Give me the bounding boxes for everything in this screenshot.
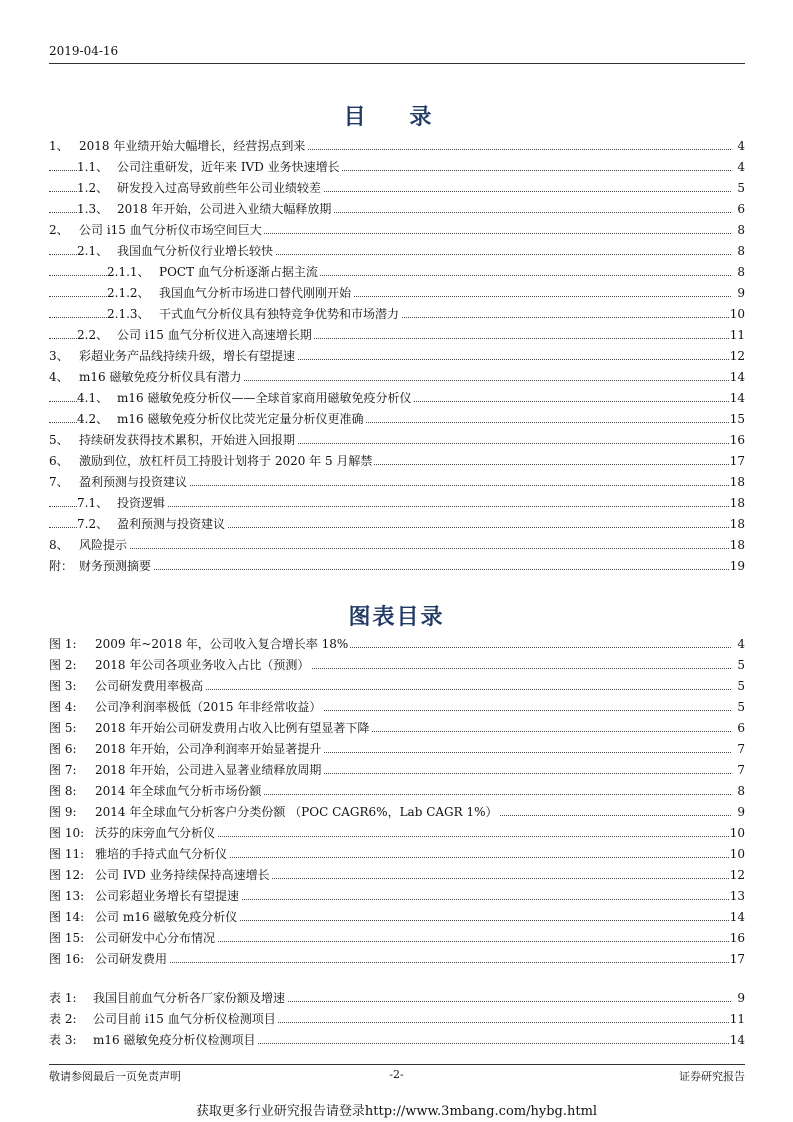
- toc-item-page: 6: [736, 199, 745, 220]
- figure-item[interactable]: [49, 928, 745, 949]
- toc-item[interactable]: [49, 535, 745, 556]
- toc-item-text: 公司 i15 血气分析仪进入高速增长期: [117, 328, 312, 342]
- footer-rule: [49, 1064, 745, 1065]
- toc-item-page: 12: [729, 346, 745, 367]
- toc-item-number: 4.1、: [77, 391, 109, 405]
- figures-list: [49, 634, 745, 970]
- figure-item[interactable]: [49, 949, 745, 970]
- toc-item-page: 4: [736, 136, 745, 157]
- toc-item-text: 彩超业务产品线持续升级，增长有望提速: [79, 349, 296, 363]
- toc-item[interactable]: [49, 262, 745, 283]
- toc-item-label: [49, 136, 307, 157]
- figure-item-label: [49, 907, 239, 928]
- figure-item-label: [49, 844, 229, 865]
- toc-item-number: 1.1、: [77, 160, 109, 174]
- figure-item-label: [49, 634, 350, 655]
- toc-item-page: 18: [729, 472, 745, 493]
- toc-item[interactable]: [49, 346, 745, 367]
- figure-item-text: 2018 年开始，公司进入显著业绩释放周期: [95, 763, 322, 777]
- toc-item-label: [49, 346, 297, 367]
- figure-item-label: [49, 928, 217, 949]
- figure-item-number: 图 16:: [49, 952, 85, 966]
- dot-leader: [49, 548, 731, 549]
- toc-item-number: 7.2、: [77, 517, 109, 531]
- toc-item-number: 2.1.3、: [107, 307, 150, 321]
- tables-list: [49, 988, 745, 1051]
- toc-item-label: [77, 178, 323, 199]
- table-item-page: 11: [729, 1009, 745, 1030]
- figure-item-text: 沃芬的床旁血气分析仪: [95, 826, 216, 840]
- figure-item-number: 图 4:: [49, 700, 77, 714]
- toc-item-page: 5: [736, 178, 745, 199]
- figure-item[interactable]: [49, 844, 745, 865]
- toc-item-number: 3、: [49, 349, 69, 363]
- figure-item-text: 公司研发费用: [95, 952, 168, 966]
- table-item-number: 表 2:: [49, 1012, 77, 1026]
- figure-item[interactable]: [49, 697, 745, 718]
- figure-item-number: 图 3:: [49, 679, 77, 693]
- toc-item-text: 盈利预测与投资建议: [79, 475, 188, 489]
- figure-item-text: 2014 年全球血气分析客户分类份额 （POC CAGR6%，Lab CAGR 1%）: [95, 805, 498, 819]
- header-rule: [49, 63, 745, 64]
- toc-item-text: 2018 年业绩开始大幅增长，经营拐点到来: [79, 139, 306, 153]
- figure-item-page: 4: [736, 634, 745, 655]
- toc-item[interactable]: [49, 304, 745, 325]
- figure-item-text: 公司净利润率极低（2015 年非经常收益）: [95, 700, 322, 714]
- figure-item-text: 2018 年开始，公司净利润率开始显著提升: [95, 742, 322, 756]
- figure-item[interactable]: [49, 634, 745, 655]
- figure-item-label: [49, 718, 371, 739]
- figure-item[interactable]: [49, 655, 745, 676]
- figure-item[interactable]: [49, 781, 745, 802]
- figure-item-text: 2014 年全球血气分析市场份额: [95, 784, 262, 798]
- figure-item-page: 7: [736, 739, 745, 760]
- toc-item-label: [107, 262, 320, 283]
- figure-item-page: 5: [736, 655, 745, 676]
- toc-item[interactable]: [49, 451, 745, 472]
- figure-item-number: 图 13:: [49, 889, 85, 903]
- figure-item-page: 6: [736, 718, 745, 739]
- toc-item-label: [49, 367, 243, 388]
- figure-item-label: [49, 697, 323, 718]
- figure-item-text: 雅培的手持式血气分析仪: [95, 847, 228, 861]
- toc-item-page: 18: [729, 493, 745, 514]
- figure-item[interactable]: [49, 802, 745, 823]
- figure-item-page: 17: [729, 949, 745, 970]
- toc-item[interactable]: [49, 220, 745, 241]
- toc-item-page: 8: [736, 241, 745, 262]
- toc-item[interactable]: [49, 493, 745, 514]
- figure-item-text: 公司研发费用率极高: [95, 679, 204, 693]
- toc-item-text: 盈利预测与投资建议: [117, 517, 226, 531]
- figure-item[interactable]: [49, 823, 745, 844]
- toc-item-label: [77, 241, 275, 262]
- figure-item[interactable]: [49, 739, 745, 760]
- figure-item-page: 14: [729, 907, 745, 928]
- figure-item[interactable]: [49, 676, 745, 697]
- toc-item-text: 公司 i15 血气分析仪市场空间巨大: [79, 223, 262, 237]
- figure-item-text: 公司彩超业务增长有望提速: [95, 889, 240, 903]
- toc-item-number: 8、: [49, 538, 69, 552]
- figure-item-label: [49, 949, 169, 970]
- toc-item-label: [77, 388, 413, 409]
- toc-item-number: 2.1.2、: [107, 286, 150, 300]
- figure-item-label: [49, 655, 311, 676]
- table-item-text: m16 磁敏免疫分析仪检测项目: [93, 1033, 256, 1047]
- figure-item[interactable]: [49, 718, 745, 739]
- toc-item[interactable]: [49, 472, 745, 493]
- figure-item[interactable]: [49, 760, 745, 781]
- toc-item-number: 1、: [49, 139, 69, 153]
- figure-item-page: 16: [729, 928, 745, 949]
- toc-item-number: 7.1、: [77, 496, 109, 510]
- figure-item-label: [49, 739, 323, 760]
- figure-item-label: [49, 802, 500, 823]
- toc-item[interactable]: [49, 388, 745, 409]
- figure-item-number: 图 2:: [49, 658, 77, 672]
- toc-item[interactable]: [49, 325, 745, 346]
- figure-item-page: 12: [729, 865, 745, 886]
- toc-list: [49, 136, 745, 577]
- toc-item-page: 16: [729, 430, 745, 451]
- figure-item[interactable]: [49, 907, 745, 928]
- figure-item-number: 图 1:: [49, 637, 77, 651]
- toc-item-text: 我国血气分析仪行业增长较快: [117, 244, 274, 258]
- toc-item-text: 持续研发获得技术累积，开始进入回报期: [79, 433, 296, 447]
- toc-item-page: 15: [729, 409, 745, 430]
- toc-item-text: 研发投入过高导致前些年公司业绩较差: [117, 181, 322, 195]
- toc-item[interactable]: [49, 409, 745, 430]
- figure-item-number: 图 10:: [49, 826, 85, 840]
- toc-item-text: 2018 年开始，公司进入业绩大幅释放期: [117, 202, 332, 216]
- figures-title: 图表目录: [348, 604, 445, 630]
- toc-item-text: 风险提示: [79, 538, 128, 552]
- toc-item[interactable]: [49, 157, 745, 178]
- toc-item-label: [49, 535, 129, 556]
- toc-item-label: [49, 220, 264, 241]
- footer-disclaimer: 敬请参阅最后一页免责声明: [49, 1070, 181, 1083]
- table-item[interactable]: [49, 1009, 745, 1030]
- figure-item-page: 7: [736, 760, 745, 781]
- toc-item-page: 14: [729, 388, 745, 409]
- toc-item-number: 2.2、: [77, 328, 109, 342]
- toc-item-text: m16 磁敏免疫分析仪比荧光定量分析仪更准确: [117, 412, 364, 426]
- toc-item-label: [107, 304, 401, 325]
- toc-item-text: 财务预测摘要: [79, 559, 152, 573]
- figure-item-label: [49, 781, 263, 802]
- table-item[interactable]: [49, 988, 745, 1009]
- toc-item[interactable]: [49, 241, 745, 262]
- figure-item-text: 公司 IVD 业务持续保持高速增长: [95, 868, 270, 882]
- toc-item-page: 17: [729, 451, 745, 472]
- footer-report-type: 证券研究报告: [679, 1070, 745, 1083]
- figure-item[interactable]: [49, 865, 745, 886]
- toc-item-label: [77, 199, 333, 220]
- table-item-number: 表 3:: [49, 1033, 77, 1047]
- toc-item-number: 4、: [49, 370, 69, 384]
- figure-item-number: 图 7:: [49, 763, 77, 777]
- figure-item-page: 9: [736, 802, 745, 823]
- figure-item-number: 图 15:: [49, 931, 85, 945]
- toc-title: 目 录: [343, 104, 450, 130]
- table-item-page: 14: [729, 1030, 745, 1051]
- toc-item-text: m16 磁敏免疫分析仪具有潜力: [79, 370, 242, 384]
- toc-item-label: [77, 325, 314, 346]
- toc-item-text: 干式血气分析仪具有独特竞争优势和市场潜力: [159, 307, 400, 321]
- toc-item-page: 8: [736, 220, 745, 241]
- figure-item-number: 图 14:: [49, 910, 85, 924]
- toc-item-text: 公司注重研发，近年来 IVD 业务快速增长: [117, 160, 340, 174]
- toc-item-number: 7、: [49, 475, 69, 489]
- figure-item-page: 5: [736, 676, 745, 697]
- figure-item-label: [49, 865, 272, 886]
- toc-item-label: [49, 430, 297, 451]
- figure-item-label: [49, 676, 205, 697]
- figure-item-text: 公司研发中心分布情况: [95, 931, 216, 945]
- toc-item-label: [49, 472, 189, 493]
- toc-item-label: [49, 556, 153, 577]
- table-item-label: [49, 1009, 278, 1030]
- toc-item[interactable]: [49, 514, 745, 535]
- figure-item-page: 5: [736, 697, 745, 718]
- toc-item-page: 18: [729, 514, 745, 535]
- figure-item-text: 2009 年~2018 年，公司收入复合增长率 18%: [95, 637, 349, 651]
- figure-item-number: 图 12:: [49, 868, 85, 882]
- table-item-label: [49, 1030, 257, 1051]
- figure-item-page: 8: [736, 781, 745, 802]
- toc-item-page: 8: [736, 262, 745, 283]
- toc-item-label: [49, 451, 374, 472]
- toc-item[interactable]: [49, 199, 745, 220]
- toc-item-number: 2.1.1、: [107, 265, 150, 279]
- toc-item[interactable]: [49, 283, 745, 304]
- figure-item-number: 图 9:: [49, 805, 77, 819]
- toc-item-number: 2.1、: [77, 244, 109, 258]
- toc-item-label: [77, 514, 227, 535]
- toc-item-page: 11: [729, 325, 745, 346]
- toc-item-number: 5、: [49, 433, 69, 447]
- toc-item-number: 6、: [49, 454, 69, 468]
- toc-item-number: 附：: [49, 559, 74, 573]
- promo-link[interactable]: 获取更多行业研究报告请登录http://www.3mbang.com/hybg.html: [195, 1104, 598, 1119]
- figure-item-number: 图 5:: [49, 721, 77, 735]
- toc-item-page: 9: [736, 283, 745, 304]
- toc-item-label: [107, 283, 353, 304]
- toc-item[interactable]: [49, 367, 745, 388]
- toc-item[interactable]: [49, 430, 745, 451]
- figure-item-text: 2018 年公司各项业务收入占比（预测）: [95, 658, 310, 672]
- figure-item-text: 2018 年开始公司研发费用占收入比例有望显著下降: [95, 721, 370, 735]
- toc-item-text: 投资逻辑: [117, 496, 166, 510]
- toc-item-number: 4.2、: [77, 412, 109, 426]
- figure-item-page: 10: [729, 823, 745, 844]
- figure-item-text: 公司 m16 磁敏免疫分析仪: [95, 910, 238, 924]
- toc-item-text: 我国血气分析市场进口替代刚刚开始: [159, 286, 352, 300]
- toc-item-label: [77, 409, 365, 430]
- figure-item-label: [49, 886, 241, 907]
- figure-item[interactable]: [49, 886, 745, 907]
- figure-item-page: 10: [729, 844, 745, 865]
- figure-item-label: [49, 760, 323, 781]
- table-item-label: [49, 988, 287, 1009]
- toc-item-page: 19: [729, 556, 745, 577]
- page-number: -2-: [389, 1068, 404, 1081]
- figure-item-number: 图 11:: [49, 847, 85, 861]
- toc-item-text: POCT 血气分析逐渐占据主流: [159, 265, 318, 279]
- report-date: 2019-04-16: [49, 44, 119, 58]
- toc-item[interactable]: [49, 136, 745, 157]
- table-item-text: 我国目前血气分析各厂家份额及增速: [93, 991, 286, 1005]
- figure-item-number: 图 8:: [49, 784, 77, 798]
- toc-item-number: 1.2、: [77, 181, 109, 195]
- toc-item[interactable]: [49, 556, 745, 577]
- toc-item-page: 14: [729, 367, 745, 388]
- table-item-number: 表 1:: [49, 991, 77, 1005]
- table-item[interactable]: [49, 1030, 745, 1051]
- figure-item-number: 图 6:: [49, 742, 77, 756]
- toc-item-number: 2、: [49, 223, 69, 237]
- toc-item-page: 4: [736, 157, 745, 178]
- table-item-page: 9: [736, 988, 745, 1009]
- figure-item-page: 13: [729, 886, 745, 907]
- toc-item-label: [77, 157, 342, 178]
- toc-item-label: [77, 493, 167, 514]
- toc-item-page: 18: [729, 535, 745, 556]
- toc-item-page: 10: [729, 304, 745, 325]
- toc-item[interactable]: [49, 178, 745, 199]
- table-item-text: 公司目前 i15 血气分析仪检测项目: [93, 1012, 276, 1026]
- toc-item-text: 激励到位，放杠杆员工持股计划将于 2020 年 5 月解禁: [79, 454, 373, 468]
- figure-item-label: [49, 823, 217, 844]
- toc-item-text: m16 磁敏免疫分析仪——全球首家商用磁敏免疫分析仪: [117, 391, 412, 405]
- toc-item-number: 1.3、: [77, 202, 109, 216]
